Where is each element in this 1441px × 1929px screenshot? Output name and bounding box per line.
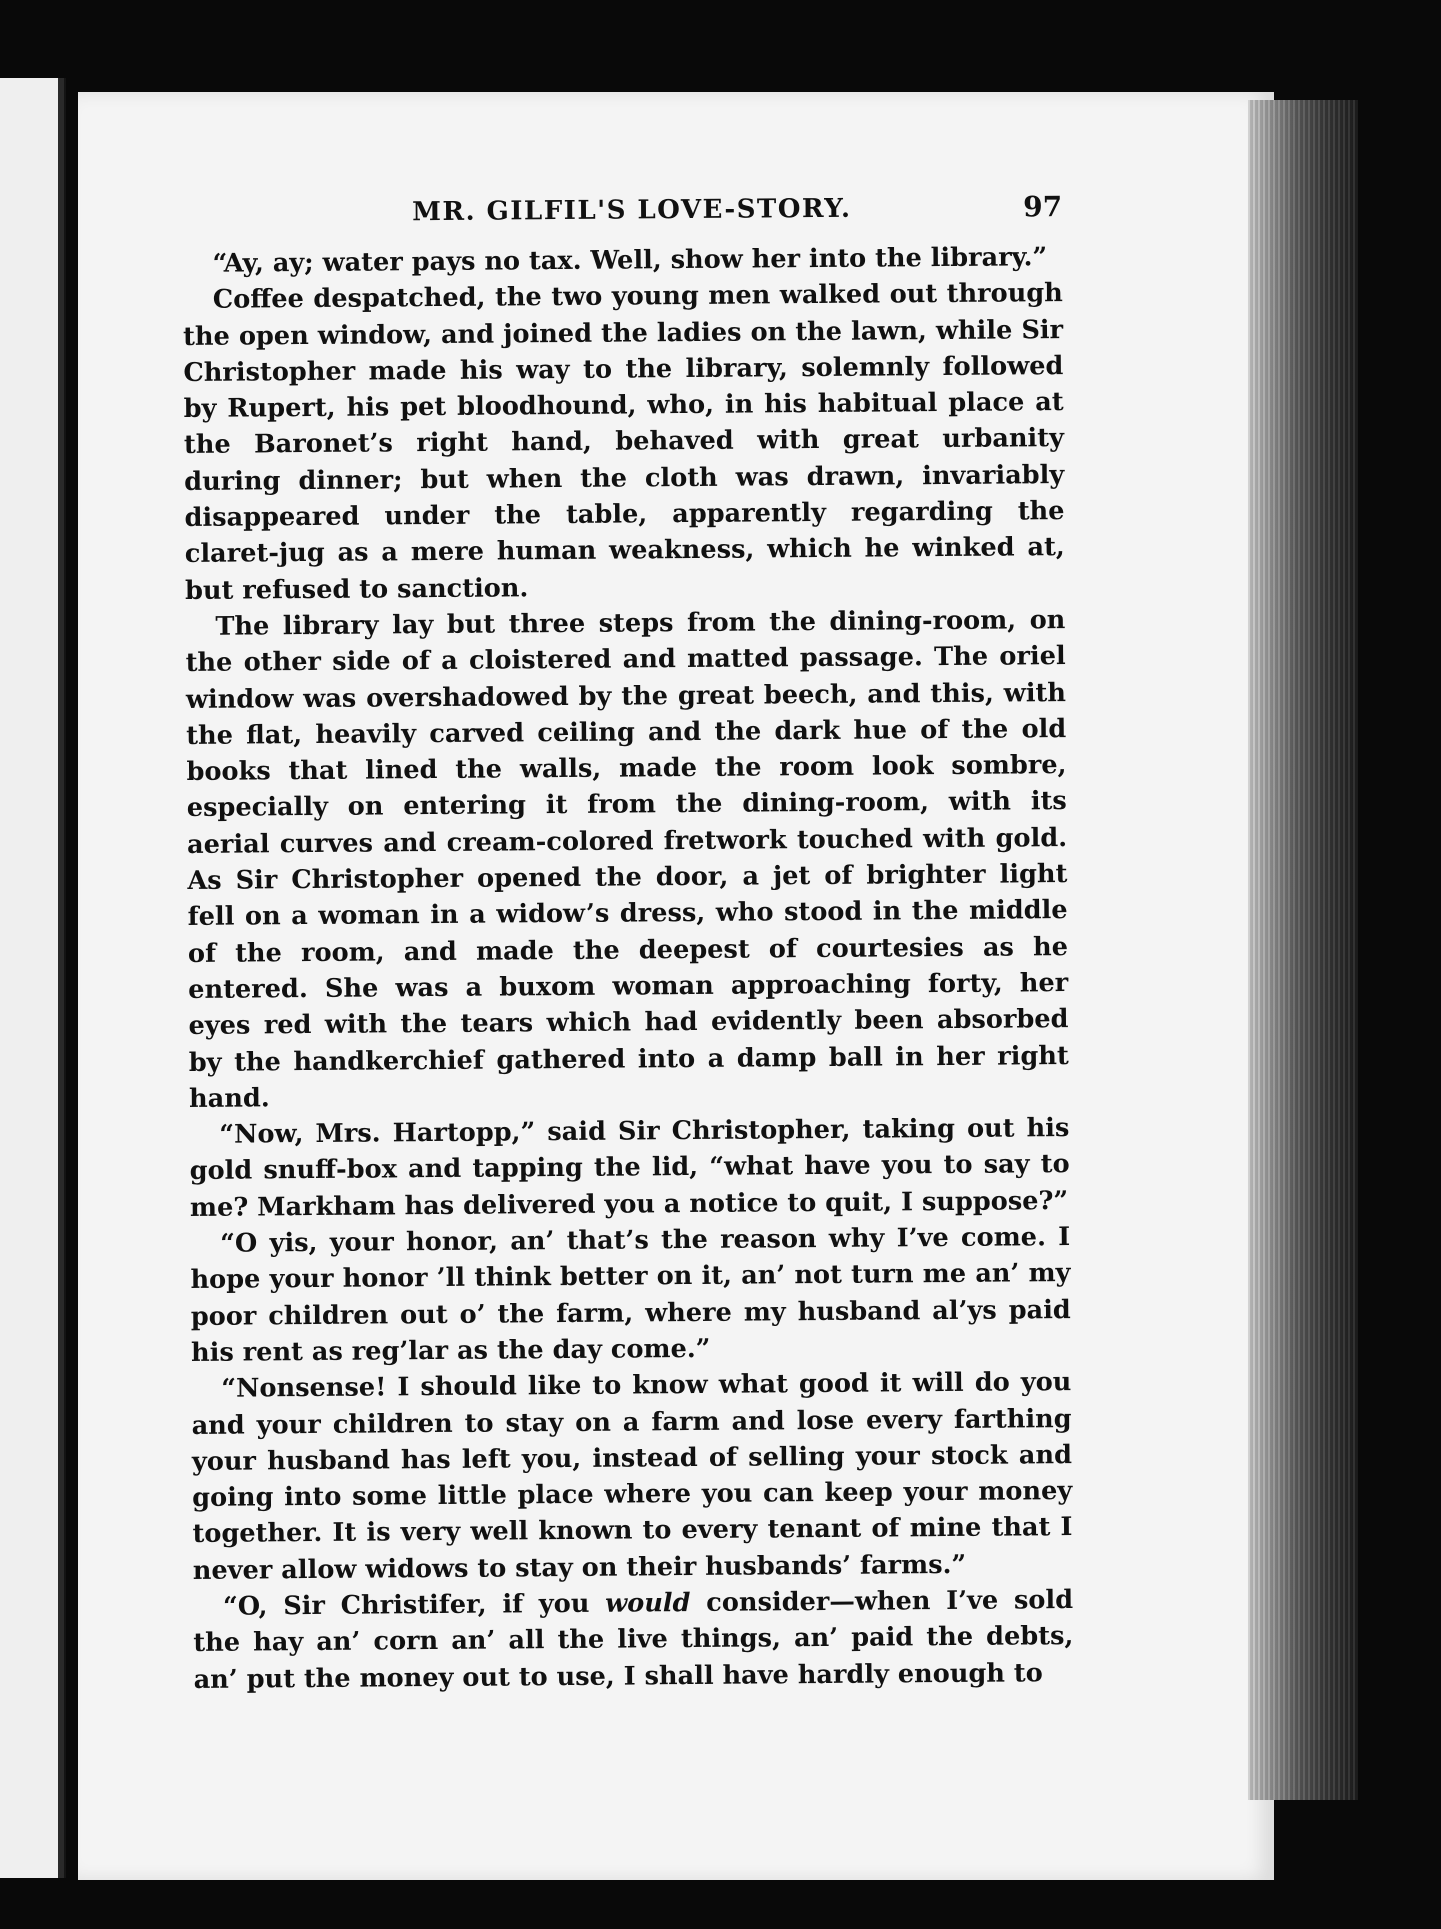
page-number: 97 — [1023, 190, 1063, 224]
paragraph: Coffee despatched, the two young men walked out through the open window, and joined the ladies on the lawn, while Sir Christopher made his way to the library, solemnly followed by Rupert, his pet bloodhound, who, in his habitual place at the Baronet’s right hand, behaved with great urbanity during dinner; but when the cloth was drawn, invariably disappeared under the table, apparently regarding the claret-jug as a mere human weakness, which he winked at, but refused to sanction. — [182, 278, 1065, 606]
book-gutter — [58, 78, 64, 1878]
emphasis-text: would — [605, 1588, 691, 1619]
running-title: MR. GILFIL'S LOVE-STORY. — [412, 193, 852, 228]
paragraph: “O yis, your honor, an’ that’s the reason why I’ve come. I hope your honor ’ll think better on it, an’ not turn me an’ my poor children out o’ the farm, where my husband al’ys paid his rent as reg’lar as the day come.” — [190, 1222, 1071, 1368]
paragraph-text: consider—when I’ve sold the hay an’ corn an’ all the live things, an’ paid the debts, an’ put the money out to use, I shall have hardly enough to — [193, 1585, 1074, 1695]
page-text — [182, 189, 1074, 1698]
paragraph: The library lay but three steps from the dining-room, on the other side of a cloistered and matted passage. The oriel window was overshadowed by the great beech, and this, with the flat, heavily carved ceiling and the dark hue of the old books that lined the walls, made the room look sombre, especially on entering it from the dining-room, with its aerial curves and cream-colored fretwork touched with gold. As Sir Christopher opened the door, a jet of brighter light fell on a woman in a widow’s dress, who stood in the middle of the room, and made the deepest of courtesies as he entered. She was a buxom woman approaching forty, her eyes red with the tears which had evidently been absorbed by the handkerchief gathered into a damp ball in her right hand. — [185, 605, 1069, 1114]
book-fore-edge — [1248, 100, 1358, 1800]
running-head — [182, 189, 1062, 232]
paragraph: “Now, Mrs. Hartopp,” said Sir Christopher, taking out his gold snuff-box and tapping the lid, “what have you to say to me? Markham has delivered you a notice to quit, I suppose?” — [189, 1113, 1070, 1223]
paragraph-last — [193, 1582, 1074, 1698]
paragraph: “Ay, ay; water pays no tax. Well, show her into the library.” — [212, 242, 1048, 279]
paragraph-text: “O, Sir Christifer, if you — [222, 1588, 606, 1622]
facing-page-edge — [0, 78, 66, 1878]
paragraph: “Nonsense! I should like to know what good it will do you and your children to stay on a farm and lose every farthing your husband has left you, instead of selling your stock and going into some little place where you can keep your money together. It is very well known to every tenant of mine that I never allow widows to stay on their husbands’ farms.” — [191, 1367, 1073, 1586]
